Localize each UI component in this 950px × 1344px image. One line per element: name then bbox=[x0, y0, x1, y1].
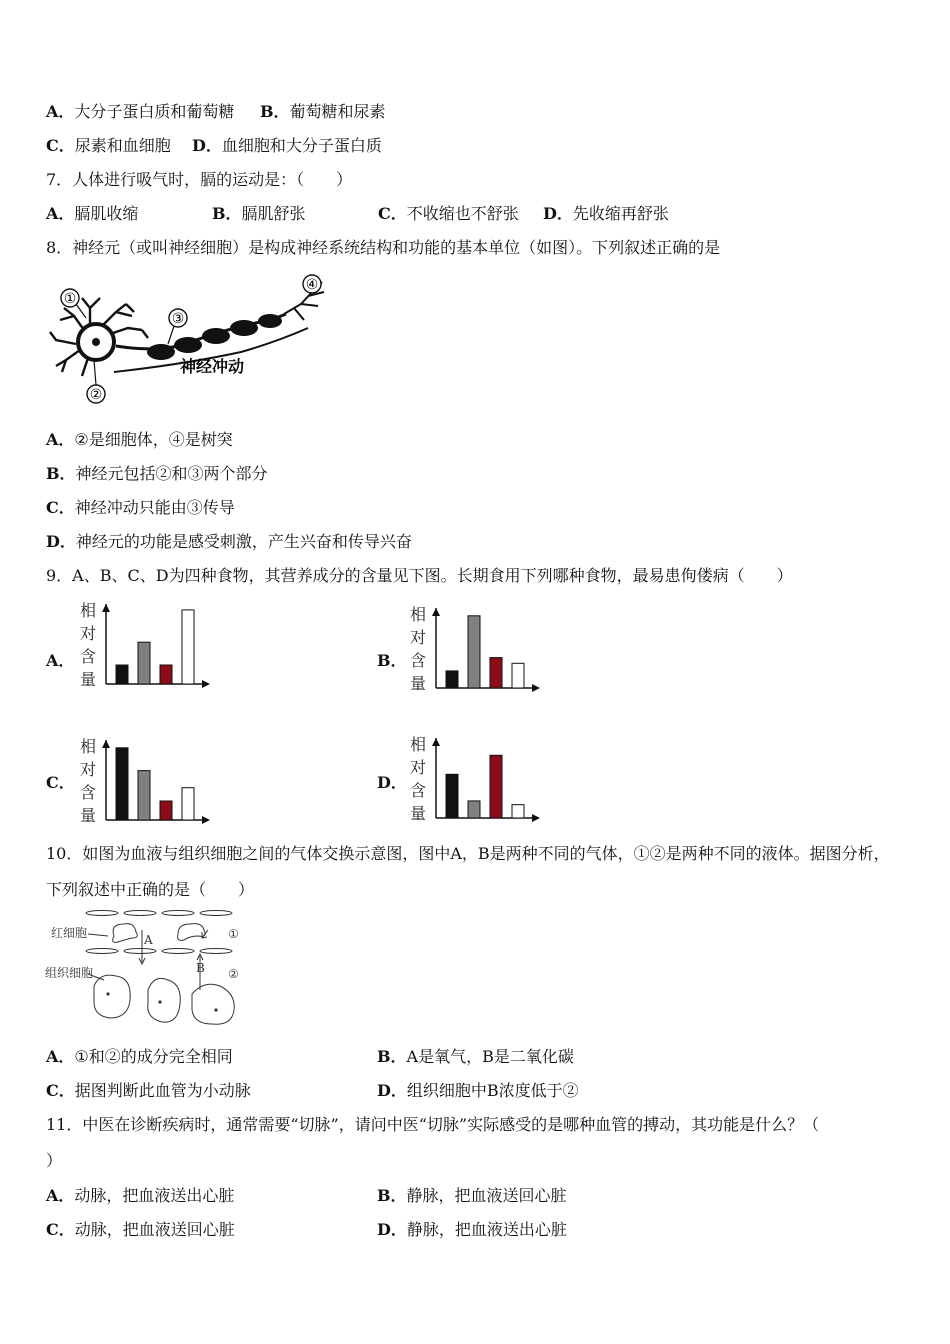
neuron-label-2: ② bbox=[89, 387, 103, 403]
y-axis-label-char: 量 bbox=[80, 806, 97, 825]
q9-chart-b bbox=[408, 604, 548, 700]
neuron-label-3: ③ bbox=[171, 311, 185, 327]
q8-stem: 8．神经元（或叫神经细胞）是构成神经系统结构和功能的基本单位（如图）。下列叙述正确的是 bbox=[46, 238, 721, 257]
y-axis-label-char: 对 bbox=[410, 758, 427, 777]
liquid-1-label: ① bbox=[228, 927, 239, 941]
bar bbox=[116, 665, 128, 684]
neuron-figure bbox=[46, 268, 336, 410]
q7-option-b: B．膈肌舒张 bbox=[212, 204, 306, 223]
q10-option-d: D．组织细胞中B浓度低于② bbox=[377, 1081, 579, 1100]
y-axis-label-char: 相 bbox=[410, 735, 427, 754]
q11-option-b: B．静脉，把血液送回心脏 bbox=[377, 1186, 567, 1205]
y-axis-label-char: 对 bbox=[80, 624, 97, 643]
tissue-cell-label: 组织细胞 bbox=[45, 966, 94, 980]
tissue-cell bbox=[94, 975, 130, 1018]
q6-option-a: A．大分子蛋白质和葡萄糖 bbox=[46, 102, 235, 121]
gas-exchange-figure bbox=[44, 906, 254, 1030]
x-axis-arrow bbox=[532, 814, 540, 822]
tissue-cell bbox=[192, 984, 234, 1024]
myelin-segment bbox=[174, 337, 202, 353]
bar bbox=[490, 658, 502, 688]
q8-option-a: A．②是细胞体，④是树突 bbox=[46, 430, 233, 449]
q10-stem-1: 10．如图为血液与组织细胞之间的气体交换示意图，图中A，B是两种不同的气体，①②是两种不同的液体。据图分析， bbox=[46, 844, 890, 863]
nucleus bbox=[92, 338, 100, 346]
q10-option-c: C．据图判断此血管为小动脉 bbox=[46, 1081, 251, 1100]
q10-stem-2: 下列叙述中正确的是（ ） bbox=[46, 880, 255, 899]
myelin-segment bbox=[147, 344, 175, 360]
bar bbox=[446, 774, 458, 818]
neuron-label-4: ④ bbox=[305, 277, 319, 293]
red-blood-cell bbox=[178, 924, 206, 941]
q11-option-a: A．动脉，把血液送出心脏 bbox=[46, 1186, 235, 1205]
q8-option-c: C．神经冲动只能由③传导 bbox=[46, 498, 235, 517]
gas-a-label: A bbox=[144, 933, 153, 947]
q9-stem: 9．A、B、C、D为四种食物，其营养成分的含量见下图。长期食用下列哪种食物，最易患佝偻病（ ） bbox=[46, 566, 793, 585]
y-axis-label-char: 相 bbox=[410, 605, 427, 624]
y-axis-label-char: 相 bbox=[80, 601, 97, 620]
y-axis-label-char: 相 bbox=[80, 737, 97, 756]
q7-option-a: A．膈肌收缩 bbox=[46, 204, 139, 223]
y-axis-label-char: 对 bbox=[410, 628, 427, 647]
myelin-segment bbox=[258, 314, 282, 328]
q9-chart-d bbox=[408, 734, 548, 830]
neuron-caption: 神经冲动 bbox=[180, 357, 245, 376]
vessel-wall-bottom bbox=[86, 949, 232, 954]
x-axis-arrow bbox=[202, 680, 210, 688]
q9-option-a-key: A． bbox=[46, 651, 75, 670]
q7-option-c: C．不收缩也不舒张 bbox=[378, 204, 519, 223]
y-axis-label-char: 量 bbox=[410, 674, 427, 693]
y-axis-label-char: 含 bbox=[80, 647, 97, 666]
bar bbox=[116, 748, 128, 820]
q6-option-c: C．尿素和血细胞 bbox=[46, 136, 171, 155]
q11-option-c: C．动脉，把血液送回心脏 bbox=[46, 1220, 235, 1239]
q9-chart-a bbox=[78, 600, 218, 696]
myelin-segment bbox=[230, 320, 258, 336]
q8-option-b: B．神经元包括②和③两个部分 bbox=[46, 464, 268, 483]
y-axis-label-char: 量 bbox=[80, 670, 97, 689]
q10-option-a: A．①和②的成分完全相同 bbox=[46, 1047, 233, 1066]
y-axis-arrow bbox=[432, 738, 440, 746]
bar bbox=[138, 642, 150, 684]
x-axis-arrow bbox=[202, 816, 210, 824]
y-axis-label-char: 含 bbox=[410, 651, 427, 670]
q9-option-b-key: B． bbox=[377, 651, 407, 670]
bar bbox=[446, 671, 458, 688]
bar bbox=[160, 665, 172, 684]
liquid-2-label: ② bbox=[228, 967, 239, 981]
q8-option-d: D．神经元的功能是感受刺激，产生兴奋和传导兴奋 bbox=[46, 532, 412, 551]
bar bbox=[512, 663, 524, 688]
q11-option-d: D．静脉，把血液送出心脏 bbox=[377, 1220, 567, 1239]
q7-stem: 7．人体进行吸气时，膈的运动是：（ ） bbox=[46, 170, 353, 189]
myelin-segment bbox=[202, 328, 230, 344]
q9-option-d-key: D． bbox=[377, 773, 407, 792]
y-axis-label-char: 含 bbox=[410, 781, 427, 800]
rbc-label: 红细胞 bbox=[51, 926, 88, 940]
q9-chart-c bbox=[78, 736, 218, 832]
q7-option-d: D．先收缩再舒张 bbox=[543, 204, 669, 223]
y-axis-label-char: 含 bbox=[80, 783, 97, 802]
bar bbox=[182, 610, 194, 684]
q6-option-d: D．血细胞和大分子蛋白质 bbox=[192, 136, 382, 155]
bar bbox=[468, 801, 480, 818]
bar bbox=[512, 805, 524, 818]
q9-option-c-key: C． bbox=[46, 773, 75, 792]
q10-option-b: B．A是氧气，B是二氧化碳 bbox=[377, 1047, 574, 1066]
bar bbox=[468, 616, 480, 688]
neuron-label-1: ① bbox=[63, 291, 77, 307]
y-axis-arrow bbox=[102, 740, 110, 748]
red-blood-cell bbox=[113, 924, 138, 943]
bar bbox=[490, 755, 502, 818]
q11-stem-1: 11．中医在诊断疾病时，通常需要“切脉”，请问中医“切脉”实际感受的是哪种血管的搏动，其功能是什么？（ bbox=[46, 1115, 820, 1134]
q6-option-b: B．葡萄糖和尿素 bbox=[260, 102, 386, 121]
y-axis-arrow bbox=[432, 608, 440, 616]
gas-b-label: B bbox=[196, 961, 205, 975]
y-axis-arrow bbox=[102, 604, 110, 612]
bar bbox=[182, 788, 194, 820]
q11-stem-2: ） bbox=[46, 1151, 63, 1170]
bar bbox=[138, 771, 150, 820]
x-axis-arrow bbox=[532, 684, 540, 692]
bar bbox=[160, 801, 172, 820]
vessel-wall-top bbox=[86, 911, 232, 916]
y-axis-label-char: 对 bbox=[80, 760, 97, 779]
tissue-cell bbox=[148, 978, 180, 1022]
y-axis-label-char: 量 bbox=[410, 804, 427, 823]
